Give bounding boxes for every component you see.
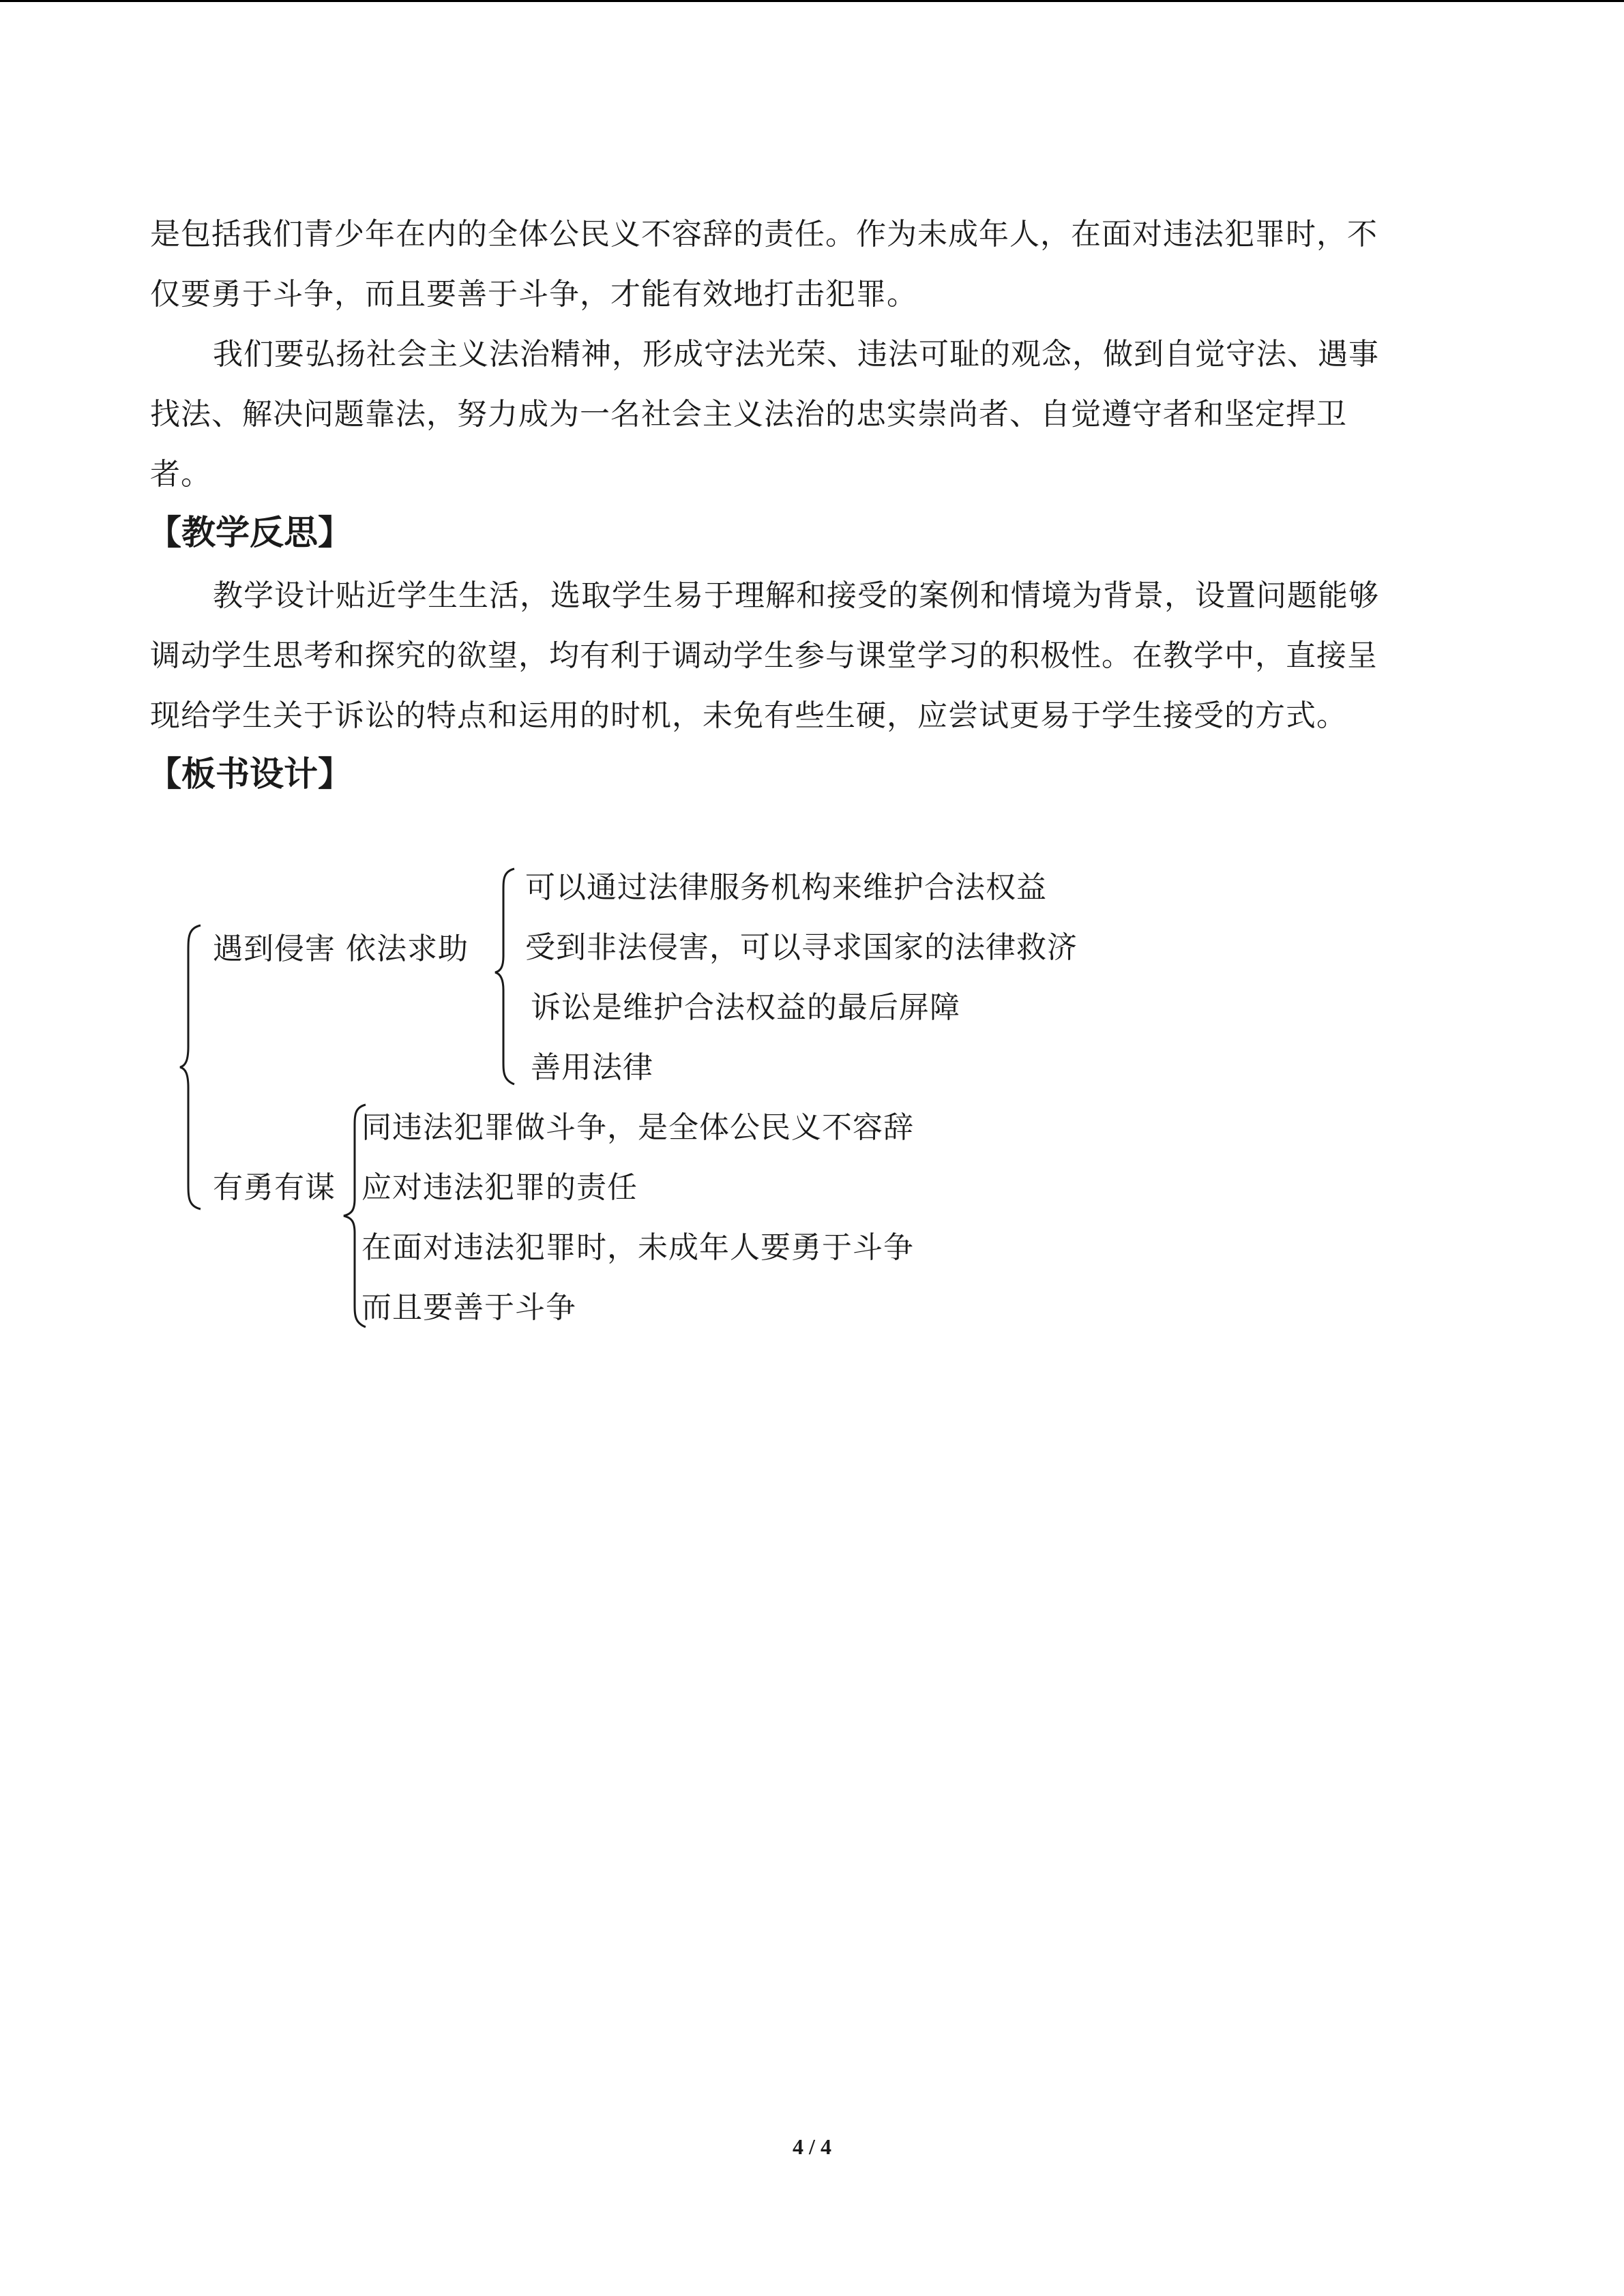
section-title-board: 【板书设计】 (147, 754, 352, 794)
branch2-item: 在面对违法犯罪时，未成年人要勇于斗争 (361, 1230, 914, 1265)
text-line: 仅要勇于斗争，而且要善于斗争，才能有效地打击犯罪。 (150, 277, 917, 312)
text-line: 调动学生思考和探究的欲望，均有利于调动学生参与课堂学习的积极性。在教学中，直接呈 (150, 638, 1378, 673)
text-line: 我们要弘扬社会主义法治精神，形成守法光荣、违法可耻的观念，做到自觉守法、遇事 (213, 337, 1379, 372)
branch2-item: 而且要善于斗争 (361, 1290, 576, 1325)
page-number: 4 / 4 (793, 2134, 831, 2159)
text-line: 找法、解决问题靠法，努力成为一名社会主义法治的忠实崇尚者、自觉遵守者和坚定捍卫 (150, 397, 1347, 432)
branch1-item: 可以通过法律服务机构来维护合法权益 (525, 870, 1047, 905)
branch1-item: 受到非法侵害，可以寻求国家的法律救济 (525, 930, 1078, 965)
paragraph-2 (150, 325, 1460, 505)
branch1-item: 诉讼是维护合法权益的最后屏障 (531, 990, 960, 1025)
page-top-border (0, 0, 1624, 2)
branch1-label: 遇到侵害 依法求助 (213, 931, 469, 966)
paragraph-1 (150, 205, 1460, 325)
section-title-reflection: 【教学反思】 (147, 513, 352, 552)
outer-brace (179, 924, 206, 1210)
text-line: 现给学生关于诉讼的特点和运用的时机，未免有些生硬，应尝试更易于学生接受的方式。 (150, 698, 1347, 733)
text-line: 者。 (150, 457, 211, 492)
branch2-label: 有勇有谋 (213, 1170, 336, 1205)
document-body (147, 205, 1460, 807)
branch2-item: 应对违法犯罪的责任 (361, 1170, 638, 1205)
branch1-item: 善用法律 (531, 1050, 653, 1085)
text-line: 教学设计贴近学生生活，选取学生易于理解和接受的案例和情境为背景，设置问题能够 (213, 578, 1379, 613)
branch2-item: 同违法犯罪做斗争，是全体公民义不容辞 (361, 1110, 914, 1145)
reflection-paragraph (150, 566, 1460, 746)
branch1-brace (492, 867, 520, 1086)
text-line: 是包括我们青少年在内的全体公民义不容辞的责任。作为未成年人，在面对违法犯罪时，不 (150, 217, 1378, 252)
